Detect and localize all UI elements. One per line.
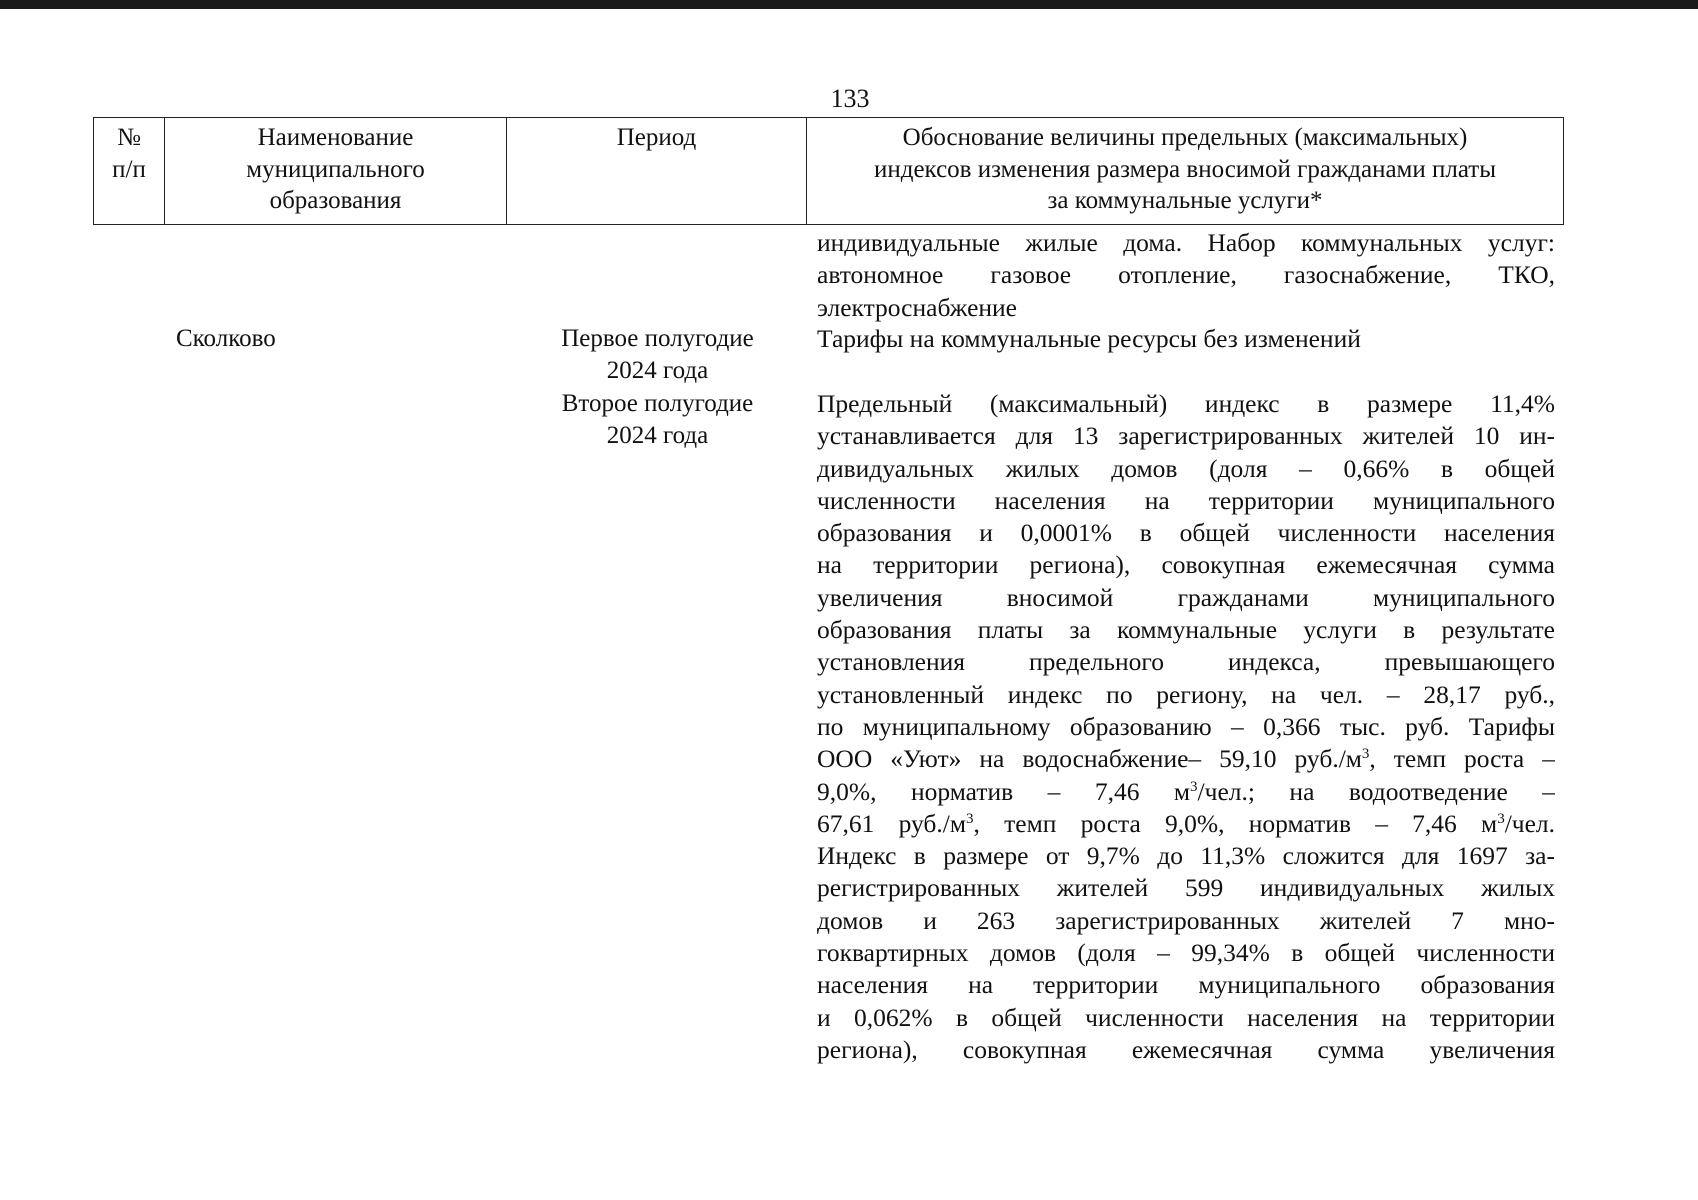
period-line: Первое полугодие (561, 325, 754, 352)
text-line: увеличения вносимой гражданами муниципального (817, 582, 1555, 612)
text-line: численности населения на территории муниципального (817, 485, 1555, 515)
text-line: Предельный (максимальный) индекс в размере 11,4% (817, 389, 1555, 418)
period-line: 2024 года (606, 422, 709, 449)
text-line: домов и 263 зарегистрированных жителей 7 мно- (817, 905, 1555, 935)
text-line: гоквартирных домов (доля – 99,34% в общей численности (817, 938, 1555, 968)
header-text: № (117, 124, 141, 151)
text-line: регистрированных жителей 599 индивидуальных жилых (817, 873, 1555, 903)
text-line: 9,0%, норматив – 7,46 $м^3$/чел.; на водоотведение – (817, 776, 1555, 806)
text-line: дивидуальных жилых домов (доля – 0,66% в общей (817, 453, 1555, 483)
top-border-rule (0, 0, 1698, 9)
municipality-name: Сколково (176, 325, 276, 352)
header-cell-number (94, 118, 165, 224)
table-header (93, 117, 1564, 225)
header-text: за коммунальные услуги* (1047, 187, 1323, 214)
continuation-text (817, 227, 1555, 324)
text-line: электроснабжение (817, 292, 1018, 322)
header-text: муниципального (246, 155, 425, 183)
period-line: 2024 года (606, 357, 709, 384)
text-line: и 0,062% в общей численности населения на территории (817, 1002, 1555, 1032)
header-text: п/п (112, 155, 146, 183)
text-line: по муниципальному образованию – 0,366 тыс. руб. Тарифы (817, 711, 1555, 741)
text-line: автономное газовое отопление, газоснабжение, ТКО, (817, 260, 1555, 290)
superscript-three: 3 (966, 810, 974, 827)
text-line: образования платы за коммунальные услуги в результате (817, 615, 1555, 645)
header-text: индексов изменения размера вносимой гражданами платы (873, 155, 1497, 183)
text-line: установления предельного индекса, превышающего (817, 647, 1555, 677)
text-line: образования и 0,0001% в общей численности населения (817, 518, 1555, 548)
period-first-justification (817, 323, 1555, 355)
text-line: ООО «Уют» на водоснабжение– 59,10 $руб./м^3$, темп роста – (817, 744, 1555, 774)
header-cell-period (507, 118, 807, 224)
header-text: Наименование (257, 124, 414, 151)
superscript-three: 3 (1361, 746, 1370, 763)
header-text: образования (269, 187, 402, 214)
period-second-half (530, 388, 785, 452)
text-line: установленный индекс по региону, на чел. – 28,17 руб., (817, 679, 1555, 709)
page-number: 133 (830, 84, 870, 113)
text-line: 67,61 $руб./м^3$, темп роста 9,0%, норматив – 7,46 $м^3$/чел. (817, 808, 1555, 838)
header-cell-justification (807, 118, 1563, 224)
period-line: Второе полугодие (561, 390, 754, 417)
header-text: Обоснование величины предельных (максимальных) (902, 124, 1468, 151)
text-line: региона), совокупная ежемесячная сумма увеличения (817, 1034, 1555, 1064)
text-line: Тарифы на коммунальные ресурсы без изменений (817, 324, 1361, 353)
text-line: устанавливается для 13 зарегистрированных жителей 10 ин- (817, 421, 1555, 451)
text-line: населения на территории муниципального образования (817, 970, 1555, 1000)
period-second-justification (817, 388, 1555, 1066)
superscript-three: 3 (1190, 778, 1198, 795)
superscript-three: 3 (1497, 810, 1505, 827)
text-line: индивидуальные жилые дома. Набор коммунальных услуг: (817, 228, 1555, 257)
text-line: на территории региона), совокупная ежемесячная сумма (817, 550, 1555, 580)
header-cell-municipality (165, 118, 507, 224)
period-first-half (530, 323, 785, 387)
header-text: Период (616, 124, 697, 151)
text-line: Индекс в размере от 9,7% до 11,3% сложится для 1697 за- (817, 841, 1555, 871)
